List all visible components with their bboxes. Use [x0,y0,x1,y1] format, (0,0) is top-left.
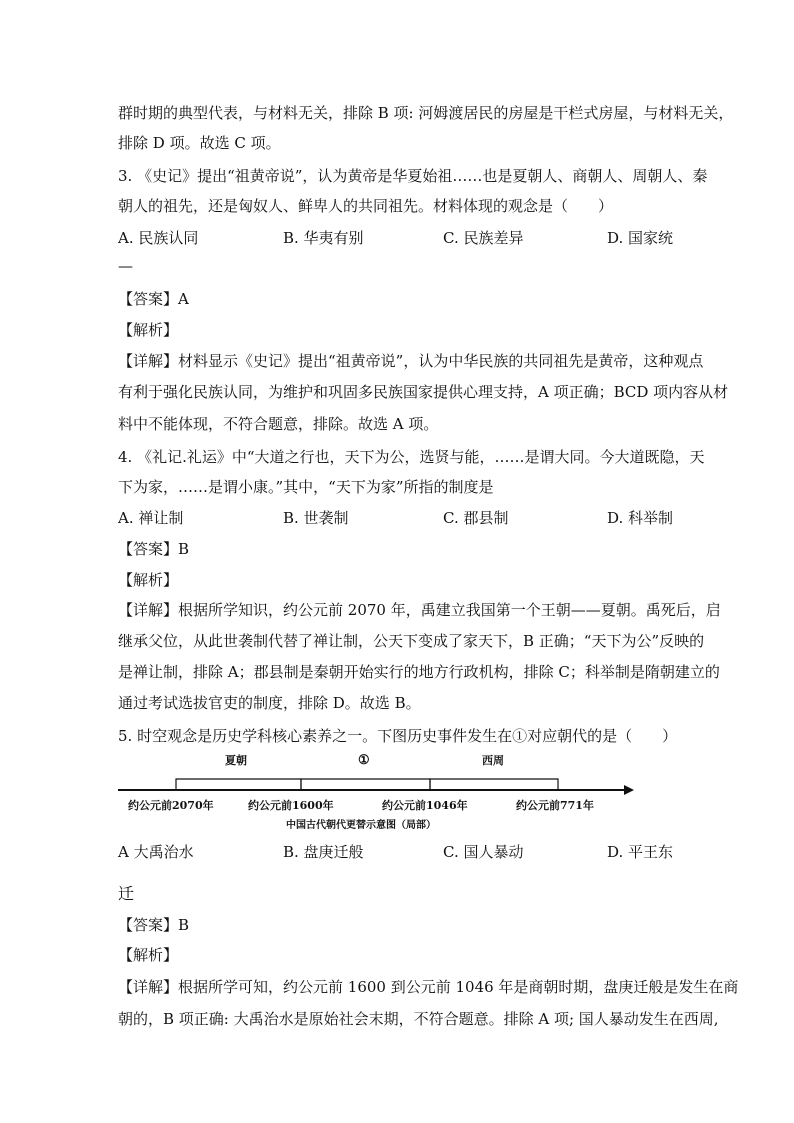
answer-label: 【答案】B [118,916,190,934]
question-3-stem: 朝人的祖先，还是匈奴人、鲜卑人的共同祖先。材料体现的观念是（ ） [118,197,614,215]
timeline-bracket-xia [176,779,301,790]
q4-option-c: C. 郡县制 [443,509,509,527]
question-4-stem: 下为家，……是谓小康。”其中，“天下为家”所指的制度是 [118,478,494,496]
explanation-text: 料中不能体现，不符合题意，排除。故选 A 项。 [118,415,439,433]
timeline-segment-label: 西周 [482,754,504,767]
q4-option-a: A. 禅让制 [118,509,184,527]
explanation-text: 【详解】材料显示《史记》提出“祖黄帝说”，认为中华民族的共同祖先是黄帝，这种观点 [118,352,704,370]
explanation-text: 【详解】根据所学可知，约公元前 1600 到公元前 1046 年是商朝时期，盘庚迁般是发生在商 [118,978,739,996]
timeline-bracket-shang [301,779,430,790]
text-line: 排除 D 项。故选 C 项。 [118,134,281,152]
timeline-segment-label: ① [358,753,370,768]
timeline-segment-label: 夏朝 [225,754,247,767]
question-3-stem: 3. 《史记》提出“祖黄帝说”，认为黄帝是华夏始祖……也是夏朝人、商朝人、周朝人、秦 [118,167,708,185]
explanation-text: 通过考试选拔官吏的制度，排除 D。故选 B。 [118,694,421,712]
answer-label: 【答案】A [118,290,189,308]
q3-option-d: D. 国家统 [607,229,674,247]
timeline-date-label: 约公元前1046年 [382,799,468,812]
timeline-date-label: 约公元前1600年 [248,799,334,812]
analysis-label: 【解析】 [118,946,179,964]
explanation-text: 是禅让制，排除 A；郡县制是秦朝开始实行的地方行政机构，排除 C；科举制是隋朝建立的 [118,663,720,681]
q5-option-c: C. 国人暴动 [443,843,524,861]
timeline-date-label: 约公元前771年 [516,799,594,812]
explanation-text: 有利于强化民族认同，为维护和巩固多民族国家提供心理支持，A 项正确；BCD 项内容从材 [118,383,729,401]
timeline-date-label: 约公元前2070年 [128,799,214,812]
q3-option-b: B. 华夷有别 [283,229,364,247]
q4-option-b: B. 世袭制 [283,509,349,527]
text-line: 群时期的典型代表，与材料无关，排除 B 项: 河姆渡居民的房屋是干栏式房屋，与材料无关， [118,104,734,122]
q3-option-c: C. 民族差异 [443,229,524,247]
explanation-text: 继承父位，从此世袭制代替了禅让制，公天下变成了家天下，B 正确；“天下为公”反映的 [118,632,705,650]
question-5-stem: 5. 时空观念是历史学科核心素养之一。下图历史事件发生在①对应朝代的是（ ） [118,727,678,745]
analysis-label: 【解析】 [118,571,179,589]
question-4-stem: 4. 《礼记.礼运》中“大道之行也，天下为公，选贤与能，……是谓大同。今大道既隐，天 [118,448,705,466]
q5-option-b: B. 盘庚迁般 [283,843,364,861]
analysis-label: 【解析】 [118,321,179,339]
q3-option-d-continuation: — [118,257,133,275]
q4-option-d: D. 科举制 [607,509,674,527]
q5-option-a: A 大禹治水 [118,843,194,861]
answer-label: 【答案】B [118,540,190,558]
q5-option-d-continuation: 迁 [118,884,135,903]
timeline-caption: 中国古代朝代更替示意图（局部） [286,820,436,831]
timeline-bracket-xizhou [430,779,558,790]
timeline-arrow [624,785,634,795]
explanation-text: 朝的，B 项正确: 大禹治水是原始社会末期，不符合题意。排除 A 项; 国人暴动发生在西周, [118,1010,719,1028]
q5-option-d: D. 平王东 [607,843,674,861]
q3-option-a: A. 民族认同 [118,229,199,247]
explanation-text: 【详解】根据所学知识，约公元前 2070 年，禹建立我国第一个王朝——夏朝。禹死后，启 [118,601,721,619]
